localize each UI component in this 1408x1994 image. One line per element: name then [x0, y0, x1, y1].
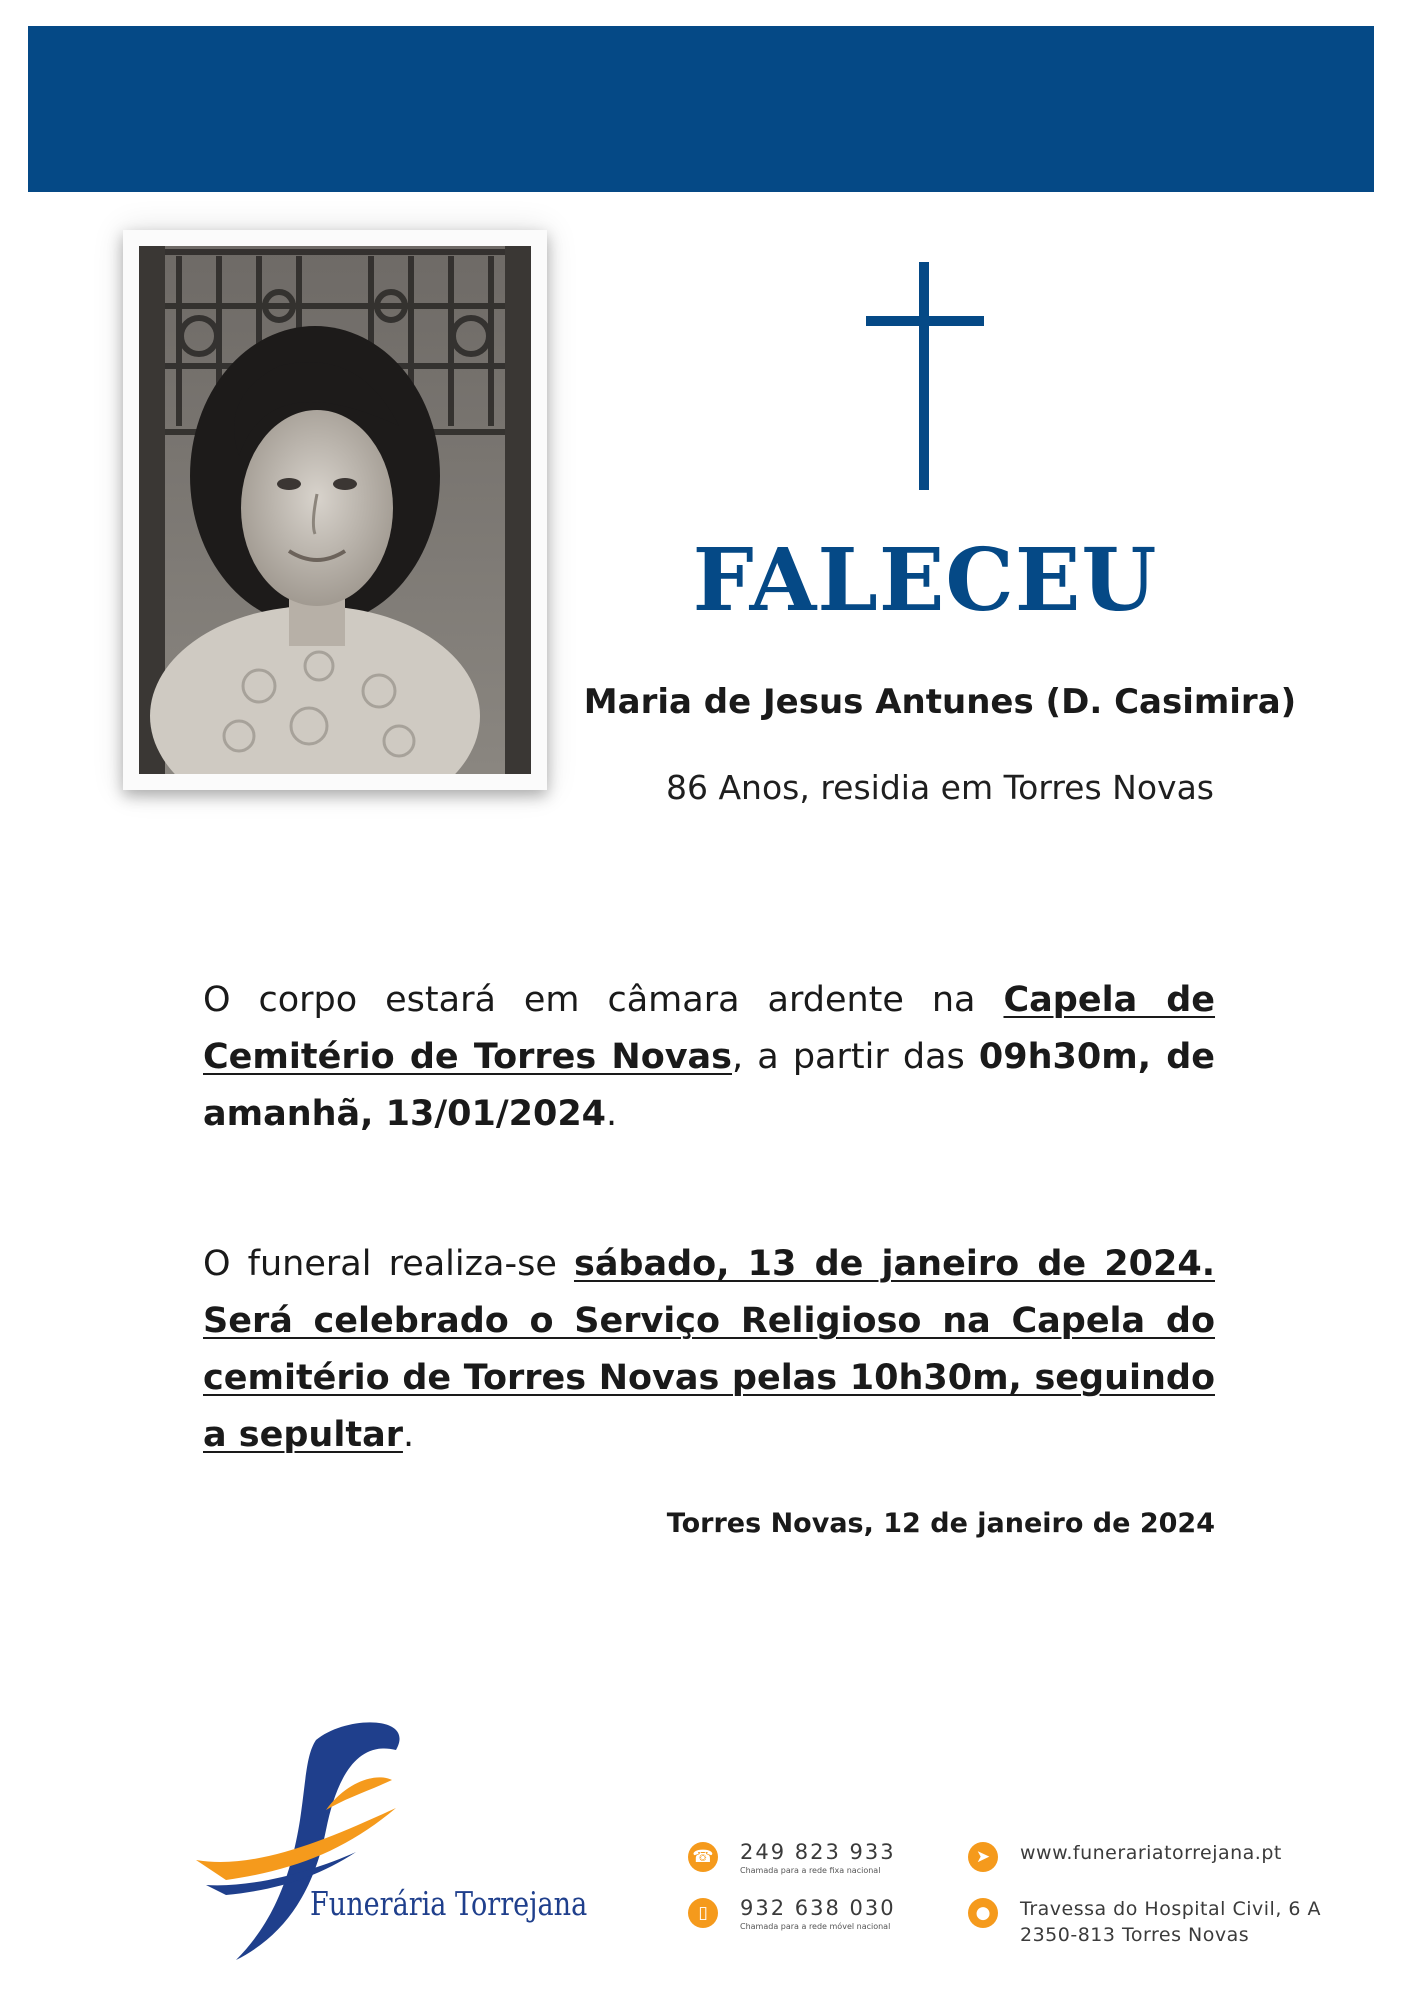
funeraria-logo	[196, 1720, 596, 1970]
age-residence: 86 Anos, residia em Torres Novas	[666, 768, 1214, 807]
funeral-details: sábado, 13 de janeiro de 2024. Será celebrado o Serviço Religioso na Capela do cemitério de Torres Novas pelas 10h30m, seguindo a sepultar	[203, 1244, 1215, 1455]
place-date: Torres Novas, 12 de janeiro de 2024	[666, 1508, 1215, 1539]
phone-note-2: Chamada para a rede móvel nacional	[740, 1922, 891, 1931]
contact-phone-landline[interactable]	[688, 1840, 896, 1875]
funeral-text-2: .	[402, 1415, 415, 1455]
portrait-photo	[139, 246, 531, 774]
location-pin-icon: ●	[968, 1898, 998, 1928]
portrait-frame	[123, 230, 547, 790]
phone-note-1: Chamada para a rede fixa nacional	[740, 1866, 881, 1875]
phone-icon: ☎	[688, 1842, 718, 1872]
send-icon: ➤	[968, 1842, 998, 1872]
wake-place: Capela de Cemitério de Torres Novas	[203, 980, 1216, 1077]
phone-number-2: 932 638 030	[740, 1896, 896, 1920]
address-line-1: Travessa do Hospital Civil, 6 A	[1020, 1898, 1322, 1920]
mobile-phone-icon: ▯	[688, 1898, 718, 1928]
wake-text-3: .	[606, 1094, 618, 1134]
logo-text: Funerária Torrejana	[310, 1884, 588, 1923]
contact-address	[968, 1896, 1321, 1948]
funeral-text-1: O funeral realiza-se	[203, 1244, 574, 1284]
phone-number-1: 249 823 933	[740, 1840, 896, 1864]
cross-icon	[866, 262, 984, 490]
address-line-2: 2350-813 Torres Novas	[1020, 1924, 1250, 1946]
wake-text-2: , a partir das	[732, 1037, 979, 1077]
header-band	[28, 26, 1374, 192]
wake-text-1: O corpo estará em câmara ardente na	[203, 980, 1004, 1020]
contact-phone-mobile[interactable]	[688, 1896, 896, 1931]
contact-website[interactable]	[968, 1840, 1282, 1872]
wake-paragraph	[203, 972, 1215, 1143]
funeral-paragraph	[203, 1236, 1215, 1464]
wake-time: 09h30m, de amanhã, 13/01/2024	[203, 1037, 1215, 1134]
deceased-name: Maria de Jesus Antunes (D. Casimira)	[583, 682, 1297, 722]
website-link[interactable]: www.funerariatorrejana.pt	[1020, 1842, 1282, 1864]
notice-title: FALECEU	[692, 530, 1158, 631]
